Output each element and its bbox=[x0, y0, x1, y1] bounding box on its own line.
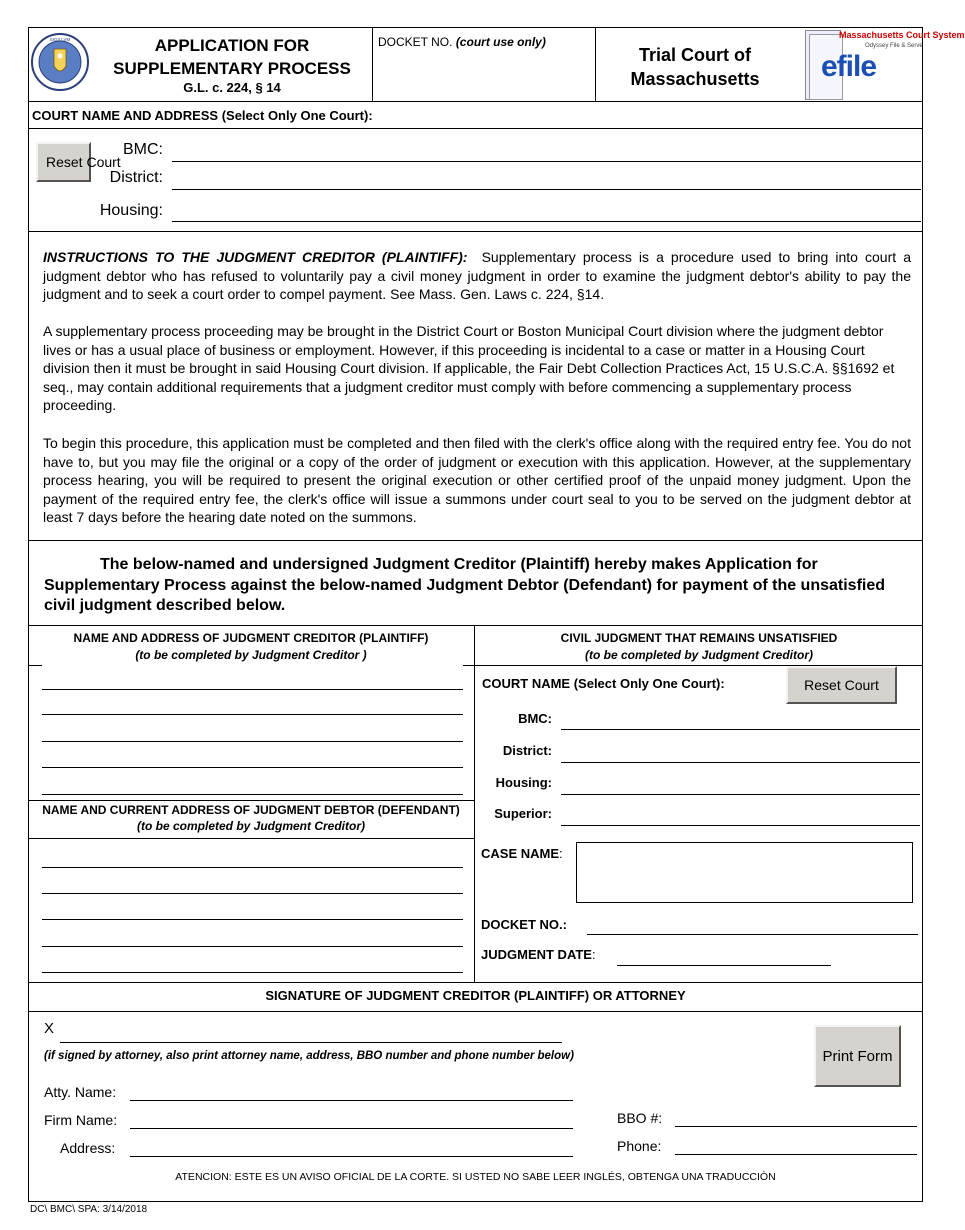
judgment-date-field[interactable] bbox=[617, 941, 831, 966]
creditor-line-1[interactable] bbox=[42, 665, 463, 690]
district-label: District: bbox=[109, 169, 163, 186]
creditor-line-5[interactable] bbox=[42, 770, 463, 795]
judgment-bmc-field[interactable] bbox=[561, 705, 920, 730]
form-title bbox=[92, 34, 372, 80]
application-statement: The below-named and undersigned Judgment Creditor (Plaintiff) hereby makes Application for Supplementary Process against the below-named Judgment Debtor (Defendant) for payment of the unsatisfied civil judgment described below. bbox=[44, 556, 886, 614]
parties-vertical-divider bbox=[474, 625, 475, 983]
judgment-note: (to be completed by Judgment Creditor) bbox=[584, 648, 813, 662]
bmc-field[interactable] bbox=[172, 137, 921, 162]
debtor-line-4[interactable] bbox=[42, 922, 463, 947]
judgment-superior-label: Superior: bbox=[494, 806, 552, 821]
efile-banner: Massachusetts Court System bbox=[839, 30, 965, 40]
signature-x-mark: X bbox=[44, 1020, 55, 1037]
creditor-line-3[interactable] bbox=[42, 717, 463, 742]
atty-name-label: Atty. Name: bbox=[44, 1084, 117, 1100]
case-name-field[interactable] bbox=[576, 842, 913, 903]
debtor-line-1[interactable] bbox=[42, 843, 463, 868]
docket-label-text: DOCKET NO. bbox=[378, 35, 453, 49]
court-title bbox=[600, 43, 790, 91]
docket-label bbox=[378, 35, 546, 49]
creditor-note: (to be completed by Judgment Creditor ) bbox=[135, 648, 367, 662]
instructions-heading: INSTRUCTIONS TO THE JUDGMENT CREDITOR (PLAINTIFF): bbox=[43, 249, 468, 265]
address-field[interactable] bbox=[130, 1132, 573, 1157]
judgment-court-label: COURT NAME (Select Only One Court): bbox=[482, 676, 725, 691]
reset-court-button-top[interactable]: Reset Court bbox=[36, 142, 91, 182]
instructions-para3: To begin this procedure, this application must be completed and then filed with the clerk's office along with the required entry fee. You do not have to, but you may file the original or a copy of the order of judgment or execution with this application. However, at the supplementary process hearing, you will be required to present the original execution or other certified proof of the unpaid money judgment. Upon the payment of the required entry fee, the clerk's office will issue a summons under court seal to you to be served on the judgment debtor at least 7 days before the hearing date noted on the summons. bbox=[43, 435, 911, 526]
judgment-superior-field[interactable] bbox=[561, 801, 920, 826]
form-code: DC\ BMC\ SPA: 3/14/2018 bbox=[30, 1204, 148, 1215]
phone-label: Phone: bbox=[617, 1138, 662, 1154]
debtor-line-3[interactable] bbox=[42, 895, 463, 920]
form-title-line2: SUPPLEMENTARY PROCESS bbox=[113, 59, 351, 78]
signature-heading: SIGNATURE OF JUDGMENT CREDITOR (PLAINTIFF) OR ATTORNEY bbox=[265, 988, 686, 1003]
signature-note: (if signed by attorney, also print attorney name, address, BBO number and phone number below) bbox=[44, 1050, 574, 1062]
efile-logo bbox=[803, 28, 965, 100]
court-title-line1: Trial Court of bbox=[639, 45, 751, 65]
debtor-heading: NAME AND CURRENT ADDRESS OF JUDGMENT DEBTOR (DEFENDANT) bbox=[42, 803, 460, 817]
signature-divider bbox=[28, 1011, 923, 1012]
court-section-heading: COURT NAME AND ADDRESS (Select Only One Court): bbox=[32, 108, 373, 123]
judgment-housing-field[interactable] bbox=[561, 770, 920, 795]
debtor-top-divider bbox=[28, 800, 474, 801]
debtor-note: (to be completed by Judgment Creditor) bbox=[136, 819, 365, 833]
efile-sub: Odyssey File & Serve bbox=[865, 43, 923, 49]
case-name-label: CASE NAME: bbox=[481, 846, 563, 861]
docket-note: (court use only) bbox=[455, 35, 546, 49]
docket-no-label: DOCKET NO.: bbox=[481, 917, 567, 932]
creditor-line-4[interactable] bbox=[42, 743, 463, 768]
debtor-bottom-divider bbox=[28, 838, 474, 839]
atty-name-field[interactable] bbox=[130, 1076, 573, 1101]
case-name-text: CASE NAME bbox=[481, 846, 560, 861]
docket-no-field[interactable] bbox=[587, 910, 918, 935]
court-title-line2: Massachusetts bbox=[630, 69, 760, 89]
phone-field[interactable] bbox=[675, 1130, 917, 1155]
header-divider-2 bbox=[595, 27, 596, 102]
translation-notice: ATENCION: ESTE ES UN AVISO OFICIAL DE LA CORTE. SI USTED NO SABE LEER INGLÉS, OBTENGA UNA TRADUCCIÒN bbox=[175, 1171, 776, 1183]
creditor-line-2[interactable] bbox=[42, 690, 463, 715]
reset-court-button[interactable]: Reset Court bbox=[786, 666, 897, 704]
address-label: Address: bbox=[60, 1140, 116, 1156]
judgment-date-label: JUDGMENT DATE: bbox=[481, 947, 596, 962]
firm-name-field[interactable] bbox=[130, 1104, 573, 1129]
court-section-divider bbox=[28, 128, 923, 129]
debtor-line-5[interactable] bbox=[42, 948, 463, 973]
massachusetts-seal-icon bbox=[30, 32, 90, 92]
judgment-district-label: District: bbox=[502, 743, 552, 758]
housing-field[interactable] bbox=[172, 197, 921, 222]
header-divider-1 bbox=[372, 27, 373, 102]
print-form-button[interactable]: Print Form bbox=[814, 1025, 901, 1087]
instructions-text1: Supplementary process is a procedure used to bring into court a judgment debtor who has refused to voluntarily pay a civil money judgment in order to examine the judgment debtor's ability to pay the judgment and to seek a court order to compel payment. See Mass. Gen. Laws c. 224, §14. bbox=[43, 249, 911, 303]
creditor-heading: NAME AND ADDRESS OF JUDGMENT CREDITOR (PLAINTIFF) bbox=[73, 631, 429, 645]
judgment-bmc-label: BMC: bbox=[518, 711, 552, 726]
bbo-label: BBO #: bbox=[617, 1110, 663, 1126]
instructions-para2: A supplementary process proceeding may be brought in the District Court or Boston Municipal Court division where the judgment debtor lives or has a usual place of business or employment. However, if this proceeding is incidental to a case or matter in a Housing Court division then it must be brought in said Housing Court division. If applicable, the Fair Debt Collection Practices Act, 15 U.S.C.A. §§1692 et seq., may contain additional requirements that a judgment creditor must comply with before commencing a supplementary process proceeding. bbox=[43, 323, 895, 414]
debtor-line-2[interactable] bbox=[42, 869, 463, 894]
judgment-housing-label: Housing: bbox=[495, 775, 552, 790]
housing-label: Housing: bbox=[99, 202, 163, 219]
efile-wordmark: efile bbox=[821, 50, 877, 83]
instructions-para1 bbox=[43, 248, 911, 304]
district-field[interactable] bbox=[172, 165, 921, 190]
judgment-date-text: JUDGMENT DATE bbox=[481, 947, 592, 962]
signature-field[interactable] bbox=[60, 1018, 562, 1043]
firm-name-label: Firm Name: bbox=[44, 1112, 118, 1128]
svg-text:SIGILLVM: SIGILLVM bbox=[49, 37, 71, 42]
statute-reference: G.L. c. 224, § 14 bbox=[183, 80, 281, 95]
form-title-line1: APPLICATION FOR bbox=[154, 36, 310, 55]
bmc-label: BMC: bbox=[123, 141, 163, 158]
judgment-heading: CIVIL JUDGMENT THAT REMAINS UNSATISFIED bbox=[560, 631, 838, 645]
judgment-district-field[interactable] bbox=[561, 738, 920, 763]
bbo-field[interactable] bbox=[675, 1102, 917, 1127]
